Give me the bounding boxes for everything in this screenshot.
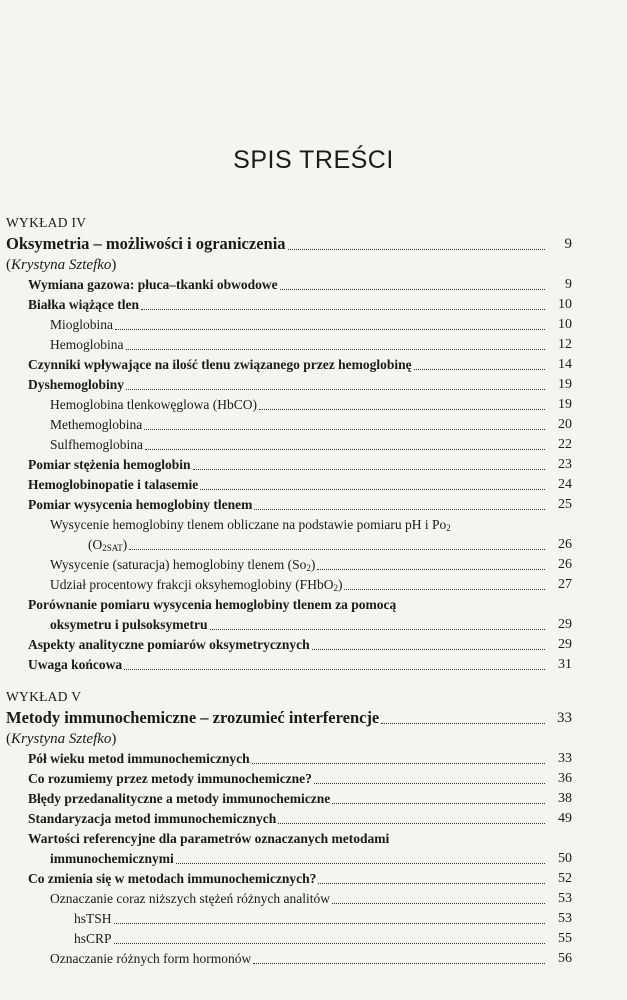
page-number: 14 (558, 357, 572, 372)
toc-entry-text: Standaryzacja metod immunochemicznych (28, 811, 277, 826)
page-number: 52 (558, 871, 572, 886)
toc-entry-text: oksymetru i pulsoksymetru (50, 617, 208, 632)
page-number: 33 (558, 751, 572, 766)
toc-entry-line1[interactable]: Porównanie pomiaru wysycenia hemoglobiny tlenem za pomocą (28, 597, 397, 612)
lecture-5-section (6, 687, 572, 969)
toc-entry-text: Hemoglobina tlenkowęglowa (HbCO) (50, 397, 257, 412)
page-number: 55 (558, 931, 572, 946)
toc-entry-line1[interactable] (6, 515, 572, 535)
leader-dots (280, 288, 545, 290)
subscript: 2 (333, 583, 338, 593)
leader-dots (312, 648, 545, 650)
toc-entry[interactable] (6, 929, 572, 949)
toc-entry-line1[interactable]: Wartości referencyjne dla parametrów oznaczanych metodami (28, 831, 390, 846)
toc-entry-text: Oznaczanie różnych form hormonów (50, 951, 252, 966)
page-number: 56 (558, 951, 572, 966)
toc-entry-text: Pomiar wysycenia hemoglobiny tlenem (28, 497, 253, 512)
author: (Krystyna Sztefko) (6, 257, 117, 273)
toc-entry-text: Pół wieku metod immunochemicznych (28, 751, 250, 766)
leader-dots (332, 902, 545, 904)
toc-entry-text (50, 555, 315, 575)
leader-dots (288, 248, 545, 250)
toc-entry[interactable] (6, 355, 572, 375)
leader-dots (253, 962, 545, 964)
toc-entry-text (88, 535, 127, 555)
toc-entry-text: hsTSH (74, 911, 112, 926)
leader-dots (124, 668, 545, 670)
page-number: 26 (558, 557, 572, 572)
leader-dots (126, 388, 545, 390)
page-number: 22 (558, 437, 572, 452)
leader-dots (145, 448, 545, 450)
toc-entry[interactable] (6, 749, 572, 769)
page-number: 19 (558, 397, 572, 412)
toc-entry-text: Dyshemoglobiny (28, 377, 125, 392)
toc-entry[interactable] (6, 395, 572, 415)
subscript: 2 (446, 523, 451, 533)
toc-entry[interactable] (6, 789, 572, 809)
subscript: 2SAT (102, 543, 123, 553)
leader-dots (278, 822, 545, 824)
page-number: 9 (564, 236, 572, 252)
page-number: 50 (558, 851, 572, 866)
toc-entry[interactable] (6, 475, 572, 495)
toc-entry-text: Methemoglobina (50, 417, 143, 432)
toc-entry[interactable] (6, 455, 572, 475)
toc-entry-text-part: ) (310, 557, 316, 572)
page-number: 24 (558, 477, 572, 492)
lecture-label: WYKŁAD V (6, 689, 82, 704)
toc-entry[interactable] (6, 435, 572, 455)
page-title: SPIS TREŚCI (233, 146, 394, 174)
toc-entry-text-part: (O (88, 537, 103, 552)
toc-entry-text: Sulfhemoglobina (50, 437, 143, 452)
toc-entry-text-part: Wysycenie (saturacja) hemoglobiny tlenem (So (50, 557, 307, 572)
toc-entry-text: hsCRP (74, 931, 112, 946)
toc-entry[interactable] (6, 909, 572, 929)
toc-entry[interactable] (6, 275, 572, 295)
leader-dots (114, 942, 545, 944)
toc-entry-text (50, 575, 342, 595)
toc-entry-text-part: ) (122, 537, 128, 552)
lecture-title-entry[interactable] (6, 233, 572, 255)
leader-dots (200, 488, 545, 490)
toc-entry-text-part: Udział procentowy frakcji oksyhemoglobiny (FHbO (50, 577, 334, 592)
page-number: 19 (558, 377, 572, 392)
leader-dots (314, 782, 545, 784)
toc-entry-text: Wysycenie hemoglobiny tlenem obliczane na podstawie pomiaru pH i Po (50, 517, 447, 532)
page-number: 36 (558, 771, 572, 786)
leader-dots (126, 348, 546, 350)
toc-entry-text-part: ) (337, 577, 343, 592)
toc-entry[interactable] (6, 769, 572, 789)
leader-dots (381, 722, 545, 724)
toc-entry-text: Błędy przedanalityczne a metody immunochemiczne (28, 791, 331, 806)
toc-entry-text: immunochemicznymi (50, 851, 174, 866)
page-number: 27 (558, 577, 572, 592)
page-number: 49 (558, 811, 572, 826)
toc-entry-text: Aspekty analityczne pomiarów oksymetrycznych (28, 637, 310, 652)
toc-entry-text: Czynniki wpływające na ilość tlenu związanego przez hemoglobinę (28, 357, 412, 372)
lecture-4-section (6, 213, 572, 675)
toc-entry[interactable] (6, 809, 572, 829)
leader-dots (193, 468, 546, 470)
toc-entry-text: Wymiana gazowa: płuca–tkanki obwodowe (28, 277, 278, 292)
subscript: 2 (306, 563, 311, 573)
leader-dots (115, 328, 545, 330)
leader-dots (317, 568, 545, 570)
toc-entry-text: Oznaczanie coraz niższych stężeń różnych analitów (50, 891, 330, 906)
toc-entry[interactable] (6, 949, 572, 969)
author-name: Krystyna Sztefko (11, 731, 112, 747)
page-number: 26 (558, 537, 572, 552)
toc-entry-text: Białka wiążące tlen (28, 297, 139, 312)
toc-entry[interactable] (6, 555, 572, 575)
page-number: 53 (558, 891, 572, 906)
toc-entry[interactable] (6, 655, 572, 675)
leader-dots (332, 802, 545, 804)
toc-entry[interactable] (6, 315, 572, 335)
lecture-title: Oksymetria – możliwości i ograniczenia (6, 234, 286, 253)
author-name: Krystyna Sztefko (11, 257, 112, 273)
leader-dots (252, 762, 545, 764)
toc-entry-text: Pomiar stężenia hemoglobin (28, 457, 191, 472)
toc-entry-text: Co zmienia się w metodach immunochemicznych? (28, 871, 317, 886)
leader-dots (144, 428, 545, 430)
page-number: 23 (558, 457, 572, 472)
lecture-title-entry[interactable] (6, 707, 572, 729)
toc-entry[interactable] (6, 295, 572, 315)
leader-dots (344, 588, 545, 590)
toc-entry[interactable] (6, 869, 572, 889)
lecture-label: WYKŁAD IV (6, 215, 87, 230)
toc-entry[interactable] (6, 635, 572, 655)
page-number: 31 (558, 657, 572, 672)
toc-entry[interactable] (6, 889, 572, 909)
leader-dots (318, 882, 545, 884)
toc-entry-text: Uwaga końcowa (28, 657, 123, 672)
toc-entry[interactable] (6, 535, 572, 555)
toc-entry[interactable] (6, 415, 572, 435)
leader-dots (141, 308, 545, 310)
toc-entry[interactable] (6, 849, 572, 869)
toc-entry[interactable] (6, 375, 572, 395)
leader-dots (259, 408, 545, 410)
toc-entry[interactable] (6, 615, 572, 635)
leader-dots (176, 862, 545, 864)
page-number: 25 (558, 497, 572, 512)
page-number: 20 (558, 417, 572, 432)
page-number: 9 (565, 277, 572, 292)
page-number: 29 (558, 637, 572, 652)
toc-entry-text: Hemoglobinopatie i talasemie (28, 477, 199, 492)
page-number: 10 (558, 317, 572, 332)
leader-dots (114, 922, 545, 924)
page-number: 29 (558, 617, 572, 632)
page-number: 12 (558, 337, 572, 352)
toc-entry-text: Mioglobina (50, 317, 113, 332)
author: (Krystyna Sztefko) (6, 731, 117, 747)
leader-dots (210, 628, 545, 630)
leader-dots (414, 368, 545, 370)
page-number: 38 (558, 791, 572, 806)
toc-entry[interactable] (6, 575, 572, 595)
toc-entry-text: Co rozumiemy przez metody immunochemiczne? (28, 771, 312, 786)
leader-dots (129, 548, 545, 550)
page-number: 53 (558, 911, 572, 926)
toc-entry[interactable] (6, 495, 572, 515)
lecture-title: Metody immunochemiczne – zrozumieć interferencje (6, 708, 380, 727)
page-number: 10 (558, 297, 572, 312)
leader-dots (254, 508, 545, 510)
toc-entry[interactable] (6, 335, 572, 355)
page-number: 33 (557, 710, 572, 726)
toc-entry-text: Hemoglobina (50, 337, 124, 352)
